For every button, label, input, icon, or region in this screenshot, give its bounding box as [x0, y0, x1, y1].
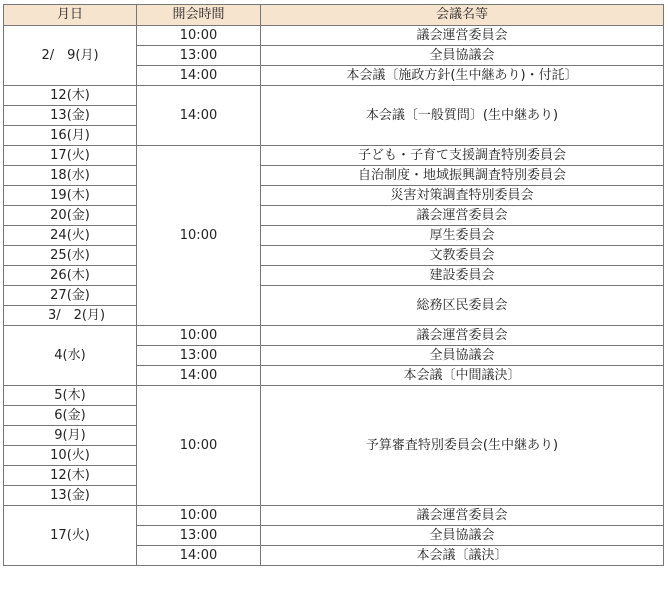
- date-cell: 27(金): [4, 286, 137, 306]
- time-cell: 13:00: [137, 526, 261, 546]
- date-cell: 9(月): [4, 426, 137, 446]
- time-cell: 13:00: [137, 346, 261, 366]
- date-cell: 18(水): [4, 166, 137, 186]
- header-meeting: 会議名等: [261, 5, 664, 26]
- meeting-cell: 本会議〔議決〕: [261, 546, 664, 566]
- meeting-cell: 議会運営委員会: [261, 326, 664, 346]
- meeting-cell: 厚生委員会: [261, 226, 664, 246]
- date-cell: 26(木): [4, 266, 137, 286]
- date-cell: 10(火): [4, 446, 137, 466]
- date-cell: 19(木): [4, 186, 137, 206]
- header-date: 月日: [4, 5, 137, 26]
- table-row: [4, 506, 664, 526]
- date-cell: 13(金): [4, 486, 137, 506]
- time-cell: 10:00: [137, 326, 261, 346]
- date-cell: 5(木): [4, 386, 137, 406]
- meeting-cell: 議会運営委員会: [261, 206, 664, 226]
- date-cell: 20(金): [4, 206, 137, 226]
- meeting-cell: 全員協議会: [261, 526, 664, 546]
- meeting-cell: 文教委員会: [261, 246, 664, 266]
- time-cell: 13:00: [137, 46, 261, 66]
- meeting-cell: 災害対策調査特別委員会: [261, 186, 664, 206]
- meeting-cell: 全員協議会: [261, 346, 664, 366]
- date-cell: 25(水): [4, 246, 137, 266]
- date-cell: 12(木): [4, 86, 137, 106]
- table-row: [4, 186, 664, 206]
- table-row: [4, 386, 664, 406]
- meeting-cell: 本会議〔施政方針(生中継あり)・付託〕: [261, 66, 664, 86]
- meeting-cell: 本会議〔中間議決〕: [261, 366, 664, 386]
- date-cell: 4(水): [4, 326, 137, 386]
- date-cell: 24(火): [4, 226, 137, 246]
- meeting-cell: 議会運営委員会: [261, 26, 664, 46]
- meeting-cell: 本会議〔一般質問〕(生中継あり): [261, 86, 664, 146]
- time-cell: 10:00: [137, 26, 261, 46]
- table-row: [4, 246, 664, 266]
- table-row: [4, 206, 664, 226]
- table-row: [4, 326, 664, 346]
- meeting-cell: 自治制度・地域振興調査特別委員会: [261, 166, 664, 186]
- time-cell: 10:00: [137, 506, 261, 526]
- time-cell: 14:00: [137, 546, 261, 566]
- table-row: [4, 226, 664, 246]
- meeting-cell: 総務区民委員会: [261, 286, 664, 326]
- date-cell: 3/ 2(月): [4, 306, 137, 326]
- meeting-cell: 予算審査特別委員会(生中継あり): [261, 386, 664, 506]
- table-row: [4, 286, 664, 306]
- date-cell: 2/ 9(月): [4, 26, 137, 86]
- date-cell: 17(火): [4, 146, 137, 166]
- time-cell: 10:00: [137, 146, 261, 326]
- table-row: [4, 146, 664, 166]
- time-cell: 14:00: [137, 366, 261, 386]
- table-row: [4, 266, 664, 286]
- time-cell: 14:00: [137, 66, 261, 86]
- time-cell: 14:00: [137, 86, 261, 146]
- header-row: [4, 5, 664, 26]
- table-row: [4, 86, 664, 106]
- meeting-cell: 全員協議会: [261, 46, 664, 66]
- time-cell: 10:00: [137, 386, 261, 506]
- date-cell: 12(木): [4, 466, 137, 486]
- table-row: [4, 166, 664, 186]
- meeting-cell: 建設委員会: [261, 266, 664, 286]
- date-cell: 13(金): [4, 106, 137, 126]
- meeting-cell: 議会運営委員会: [261, 506, 664, 526]
- meeting-cell: 子ども・子育て支援調査特別委員会: [261, 146, 664, 166]
- header-time: 開会時間: [137, 5, 261, 26]
- date-cell: 16(月): [4, 126, 137, 146]
- date-cell: 17(火): [4, 506, 137, 566]
- date-cell: 6(金): [4, 406, 137, 426]
- table-row: [4, 26, 664, 46]
- schedule-table: [3, 4, 664, 566]
